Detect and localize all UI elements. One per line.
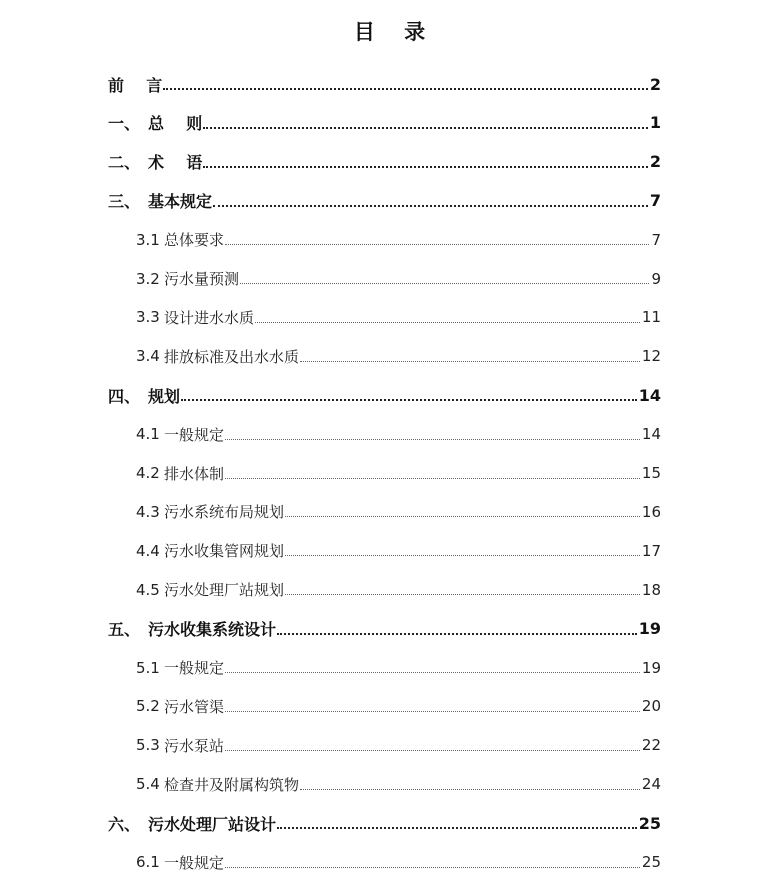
dot-leader xyxy=(203,127,648,129)
toc-entry-number: 4.3 xyxy=(136,502,160,521)
dot-leader xyxy=(300,789,640,790)
toc-entry-label: 规划 xyxy=(148,386,181,406)
toc-entry-number: 5.3 xyxy=(136,736,160,755)
toc-entry-page-number: 25 xyxy=(638,813,661,833)
toc-entry-page-number: 20 xyxy=(641,697,661,716)
toc-entry-number: 6.1 xyxy=(136,853,160,871)
toc-entry-page-number: 19 xyxy=(638,619,661,639)
dot-leader xyxy=(255,322,640,323)
toc-entry-number: 5.4 xyxy=(136,775,160,794)
page-title: 目 录 xyxy=(353,20,426,44)
toc-entry[interactable] xyxy=(136,578,661,602)
toc-entry-page-number: 7 xyxy=(651,230,661,249)
toc-entry-page-number: 14 xyxy=(638,385,661,405)
toc-entry-label: 一般规定 xyxy=(164,853,225,872)
toc-entry-page-number: 12 xyxy=(641,347,661,366)
dot-leader xyxy=(285,555,640,556)
toc-entry[interactable] xyxy=(108,617,661,641)
toc-entry-page-number: 25 xyxy=(641,853,661,871)
toc-entry-label: 污水处理厂站规划 xyxy=(164,581,285,600)
dot-leader xyxy=(225,867,640,868)
toc-entry-label: 总 则 xyxy=(148,114,203,134)
dot-leader xyxy=(225,439,640,440)
dot-leader xyxy=(181,399,637,401)
toc-entry-label: 前 言 xyxy=(108,75,163,95)
toc-entry[interactable] xyxy=(136,344,661,368)
toc-entry[interactable] xyxy=(136,267,661,291)
toc-entry-number: 3.2 xyxy=(136,269,160,288)
toc-entry-number: 五、 xyxy=(108,620,141,640)
dot-leader xyxy=(285,594,640,595)
dot-leader xyxy=(225,244,649,245)
toc-entry-label: 基本规定 xyxy=(148,192,213,212)
toc-entry-page-number: 16 xyxy=(641,502,661,521)
toc-entry-number: 4.5 xyxy=(136,580,160,599)
toc-entry-label: 一般规定 xyxy=(164,659,225,677)
toc-entry-label: 污水收集系统设计 xyxy=(148,620,277,640)
dot-leader xyxy=(225,478,640,479)
toc-entry[interactable] xyxy=(136,422,661,446)
toc-entry-number: 4.4 xyxy=(136,541,160,560)
toc-entry-number: 六、 xyxy=(108,814,141,834)
toc-entry-number: 二、 xyxy=(108,153,141,173)
toc-entry-label: 排水体制 xyxy=(164,464,225,483)
toc-entry-number: 5.1 xyxy=(136,658,160,677)
toc-entry[interactable] xyxy=(136,694,661,718)
toc-entry-number: 4.2 xyxy=(136,464,160,482)
toc-entry-page-number: 2 xyxy=(649,152,661,172)
dot-leader xyxy=(225,711,640,712)
toc-entry-label: 污水处理厂站设计 xyxy=(148,814,277,834)
toc-entry[interactable] xyxy=(108,811,661,835)
dot-leader xyxy=(240,283,649,284)
toc-entry[interactable] xyxy=(136,500,661,524)
toc-entry[interactable] xyxy=(136,539,661,563)
toc-entry-number: 4.1 xyxy=(136,425,160,444)
toc-entry-label: 排放标准及出水水质 xyxy=(164,347,300,366)
toc-entry-label: 术 语 xyxy=(148,153,203,173)
toc-entry[interactable] xyxy=(136,305,661,329)
toc-entry[interactable] xyxy=(108,72,661,96)
toc-entry-number: 5.2 xyxy=(136,697,160,716)
toc-entry[interactable] xyxy=(108,189,661,213)
toc-entry[interactable] xyxy=(108,383,661,407)
toc-entry[interactable] xyxy=(136,850,661,874)
toc-entry-number: 3.1 xyxy=(136,230,160,249)
toc-entry-page-number: 15 xyxy=(641,464,661,482)
toc-entry-page-number: 14 xyxy=(641,425,661,444)
dot-leader xyxy=(285,516,640,517)
toc-entry-page-number: 19 xyxy=(641,658,661,677)
dot-leader xyxy=(225,750,640,751)
toc-entry[interactable] xyxy=(136,772,661,796)
toc-entry-page-number: 9 xyxy=(651,269,661,288)
dot-leader xyxy=(163,88,648,90)
toc-entry-label: 总体要求 xyxy=(164,231,225,250)
toc-entry-page-number: 22 xyxy=(641,736,661,755)
toc-entry-page-number: 17 xyxy=(641,541,661,560)
toc-entry[interactable] xyxy=(108,150,661,174)
toc-entry-number: 四、 xyxy=(108,386,141,406)
dot-leader xyxy=(277,633,637,635)
toc-entry[interactable] xyxy=(136,228,661,252)
toc-entry-label: 污水泵站 xyxy=(164,736,225,755)
toc-entry-label: 一般规定 xyxy=(164,425,225,444)
toc-entry-page-number: 18 xyxy=(641,580,661,599)
toc-entry-page-number: 1 xyxy=(649,113,661,133)
toc-entry-number: 3.4 xyxy=(136,347,160,366)
dot-leader xyxy=(225,672,640,673)
toc-entry-label: 设计进水水质 xyxy=(164,308,255,327)
dot-leader xyxy=(277,827,637,829)
toc-entry-label: 污水量预测 xyxy=(164,270,240,288)
toc-entry-label: 污水系统布局规划 xyxy=(164,503,285,522)
toc-entry-label: 污水管渠 xyxy=(164,697,225,716)
toc-entry-page-number: 7 xyxy=(649,191,661,211)
dot-leader xyxy=(203,166,648,168)
toc-entry-number: 三、 xyxy=(108,192,141,212)
toc-entry-page-number: 24 xyxy=(641,775,661,794)
toc-entry-number: 一、 xyxy=(108,114,141,134)
toc-entry-page-number: 11 xyxy=(641,308,661,327)
toc-entry[interactable] xyxy=(136,656,661,680)
toc-entry-label: 检查井及附属构筑物 xyxy=(164,775,300,794)
dot-leader xyxy=(300,361,640,362)
toc-entry-page-number: 2 xyxy=(649,74,661,94)
dot-leader xyxy=(213,205,648,207)
toc-entry-label: 污水收集管网规划 xyxy=(164,542,285,561)
toc-entry[interactable] xyxy=(136,733,661,757)
toc-entry[interactable] xyxy=(136,461,661,485)
toc-entry[interactable] xyxy=(108,111,661,135)
toc-entry-number: 3.3 xyxy=(136,308,160,327)
